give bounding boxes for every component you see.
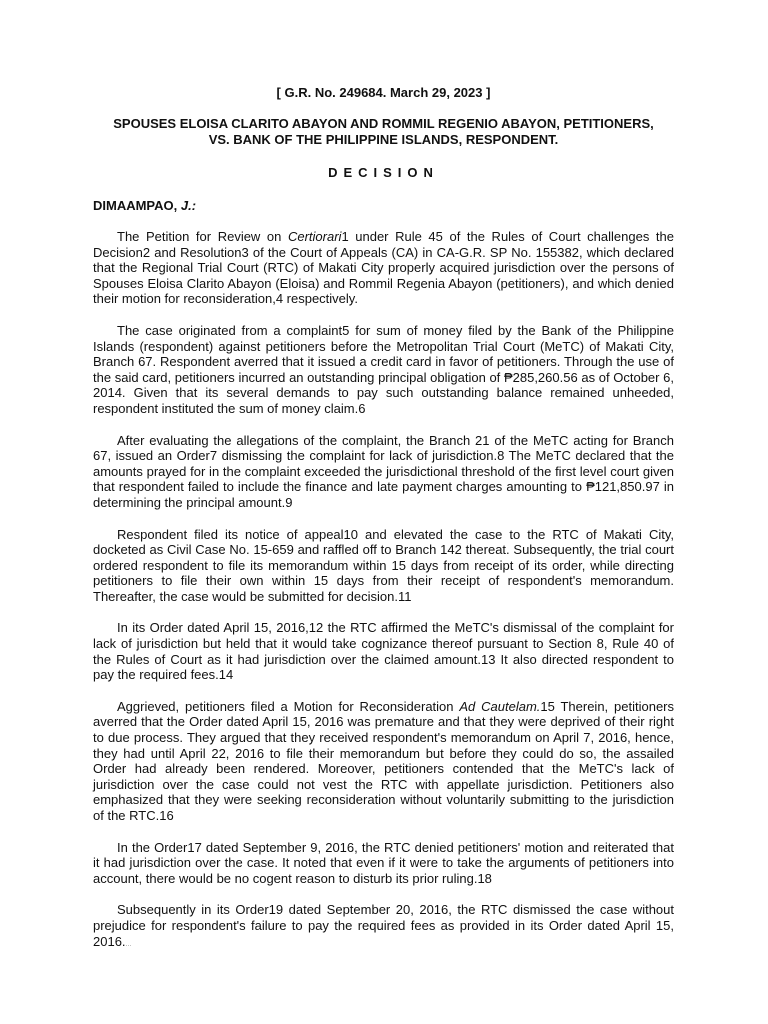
case-parties [93,116,674,148]
paragraph-6-text-a: Aggrieved, petitioners filed a Motion for Reconsideration [117,698,460,714]
document-page [93,84,674,968]
paragraph-2: The case originated from a complaint5 for sum of money filed by the Bank of the Philippine Islands (respondent) against petitioners before the Metropolitan Trial Court (MeTC) of Makati City, Branch 67. Respondent averred that it issued a credit card in favor of petitioners. Through the use of the said card, petitioners incurred an outstanding principal obligation of ₱285,260.56 as of October 6, 2014. Given that its several demands to pay such outstanding balance remained unheeded, respondent instituted the sum of money claim.6 [93,322,674,416]
paragraph-6 [93,699,674,824]
ponente-suffix: J.: [180,198,197,213]
paragraph-8-text: Subsequently in its Order19 dated September 20, 2016, the RTC dismissed the case without prejudice for respondent's failure to pay the required fees as provided in its Order dated April 15, 2016. [93,902,674,949]
case-number: [ G.R. No. 249684. March 29, 2023 ] [276,85,491,100]
paragraph-1-italic: Certiorari [287,229,342,244]
ponente-name: DIMAAMPAO, [93,198,178,213]
paragraph-1 [93,229,674,307]
continuation-marker: ... [125,940,132,948]
paragraph-6-text-c: 15 Therein, petitioners averred that the Order dated April 15, 2016 was premature and that they were deprived of their right to due process. They argued that they received respondent's memorandum on April 7, 2016, hence, they had until April 22, 2016 to file their memorandum but before they could do so, the assailed Order had already been rendered. Moreover, petitioners contended that the MeTC's lack of jurisdiction over the case could not vest the RTC with appellate jurisdiction. Petitioners also emphasized that they were seeking reconsideration without voluntarily submitting to the jurisdiction of the RTC.16 [93,698,675,823]
paragraph-8 [93,902,674,952]
decision-title: DECISION [328,165,439,180]
parties-line-2: VS. BANK OF THE PHILIPPINE ISLANDS, RESPONDENT. [208,132,559,147]
paragraph-4: Respondent filed its notice of appeal10 and elevated the case to the RTC of Makati City, docketed as Civil Case No. 15-659 and raffled off to Branch 142 thereat. Subsequently, the trial court ordered respondent to file its memorandum within 15 days from receipt of its order, while directing petitioners to file their own within 15 days from their receipt of respondent's memorandum. Thereafter, the case would be submitted for decision.11 [93,526,674,604]
paragraph-5: In its Order dated April 15, 2016,12 the RTC affirmed the MeTC's dismissal of the complaint for lack of jurisdiction but held that it would take cognizance thereof pursuant to Section 8, Rule 40 of the Rules of Court as it had jurisdiction over the claimed amount.13 It also directed respondent to pay the required fees.14 [93,620,674,683]
paragraph-1-text-c: 1 under Rule 45 of the Rules of Court challenges the Decision2 and Resolution3 of the Court of Appeals (CA) in CA-G.R. SP No. 155382, which declared that the Regional Trial Court (RTC) of Makati City properly acquired jurisdiction over the persons of Spouses Eloisa Clarito Abayon (Eloisa) and Rommil Regenia Abayon (petitioners), and which denied their motion for reconsideration,4 respectively. [93,229,675,307]
paragraph-7: In the Order17 dated September 9, 2016, the RTC denied petitioners' motion and reiterated that it had jurisdiction over the case. It noted that even if it were to take the arguments of petitioners into account, there would be no cogent reason to disturb its prior ruling.18 [93,839,674,886]
paragraph-6-italic: Ad Cautelam. [459,698,541,714]
parties-line-1: SPOUSES ELOISA CLARITO ABAYON AND ROMMIL REGENIO ABAYON, PETITIONERS, [113,116,654,131]
ponente [93,198,674,214]
paragraph-3: After evaluating the allegations of the complaint, the Branch 21 of the MeTC acting for Branch 67, issued an Order7 dismissing the complaint for lack of jurisdiction.8 The MeTC declared that the amounts prayed for in the complaint exceeded the jurisdictional threshold of the first level court given that respondent failed to include the finance and late payment charges amounting to ₱121,850.97 in determining the principal amount.9 [93,432,674,510]
paragraph-1-text-a: The Petition for Review on [117,229,288,244]
